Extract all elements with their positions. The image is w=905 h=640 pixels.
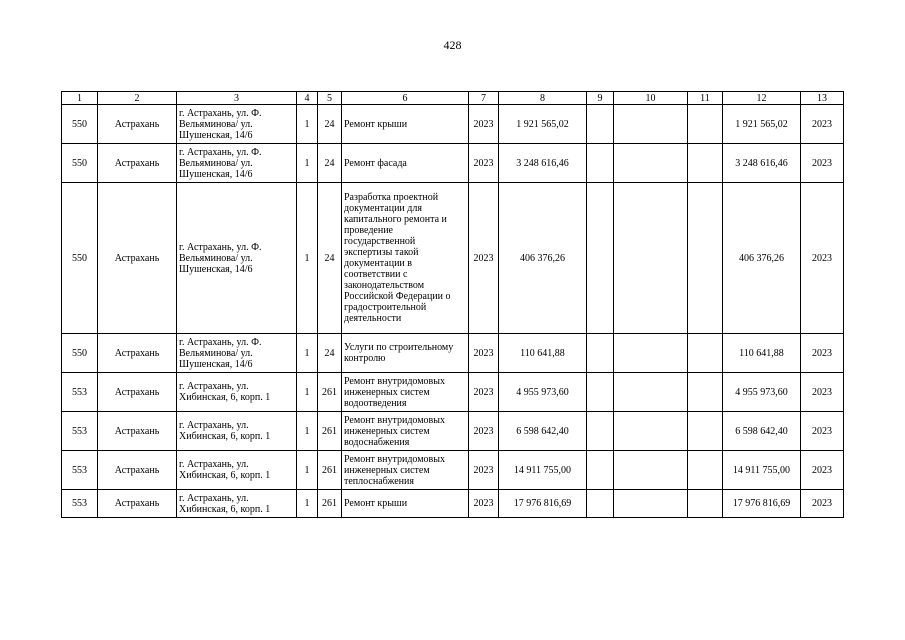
cell-col-12: 4 955 973,60 <box>723 373 801 412</box>
column-number-cell: 3 <box>177 92 297 105</box>
column-number-row <box>62 92 844 105</box>
cell-col-7: 2023 <box>469 144 499 183</box>
column-number-cell: 9 <box>587 92 614 105</box>
cell-col-2: Астрахань <box>98 105 177 144</box>
cell-col-1: 550 <box>62 144 98 183</box>
cell-col-8: 1 921 565,02 <box>499 105 587 144</box>
cell-col-9 <box>587 105 614 144</box>
cell-col-7: 2023 <box>469 373 499 412</box>
cell-col-4: 1 <box>297 105 318 144</box>
cell-col-11 <box>688 373 723 412</box>
cell-col-13: 2023 <box>801 412 844 451</box>
cell-col-13: 2023 <box>801 183 844 334</box>
table-row <box>62 183 844 334</box>
column-number-cell: 5 <box>318 92 342 105</box>
cell-col-6: Ремонт внутридомовых инженерных систем водоснабжения <box>342 412 469 451</box>
cell-col-8: 110 641,88 <box>499 334 587 373</box>
column-number-cell: 8 <box>499 92 587 105</box>
cell-col-6: Ремонт фасада <box>342 144 469 183</box>
cell-col-13: 2023 <box>801 373 844 412</box>
cell-col-12: 3 248 616,46 <box>723 144 801 183</box>
cell-col-3: г. Астрахань, ул. Хибинская, 6, корп. 1 <box>177 373 297 412</box>
cell-col-2: Астрахань <box>98 373 177 412</box>
cell-col-9 <box>587 412 614 451</box>
cell-col-4: 1 <box>297 144 318 183</box>
cell-col-2: Астрахань <box>98 490 177 518</box>
cell-col-3: г. Астрахань, ул. Ф. Вельяминова/ ул. Шушенская, 14/6 <box>177 183 297 334</box>
cell-col-6: Услуги по строительному контролю <box>342 334 469 373</box>
cell-col-11 <box>688 451 723 490</box>
cell-col-5: 261 <box>318 373 342 412</box>
cell-col-7: 2023 <box>469 105 499 144</box>
cell-col-9 <box>587 451 614 490</box>
cell-col-12: 14 911 755,00 <box>723 451 801 490</box>
table-row <box>62 144 844 183</box>
cell-col-10 <box>614 451 688 490</box>
cell-col-1: 550 <box>62 183 98 334</box>
column-number-cell: 7 <box>469 92 499 105</box>
cell-col-10 <box>614 105 688 144</box>
cell-col-7: 2023 <box>469 451 499 490</box>
cell-col-6: Ремонт крыши <box>342 490 469 518</box>
cell-col-5: 24 <box>318 144 342 183</box>
cell-col-8: 4 955 973,60 <box>499 373 587 412</box>
column-number-cell: 6 <box>342 92 469 105</box>
cell-col-12: 110 641,88 <box>723 334 801 373</box>
cell-col-6: Ремонт внутридомовых инженерных систем водоотведения <box>342 373 469 412</box>
cell-col-10 <box>614 183 688 334</box>
cell-col-6: Ремонт внутридомовых инженерных систем теплоснабжения <box>342 451 469 490</box>
cell-col-9 <box>587 373 614 412</box>
cell-col-5: 24 <box>318 105 342 144</box>
cell-col-10 <box>614 490 688 518</box>
table-row <box>62 451 844 490</box>
cell-col-3: г. Астрахань, ул. Хибинская, 6, корп. 1 <box>177 490 297 518</box>
register-table <box>61 91 844 518</box>
cell-col-5: 261 <box>318 412 342 451</box>
cell-col-11 <box>688 490 723 518</box>
cell-col-2: Астрахань <box>98 334 177 373</box>
cell-col-3: г. Астрахань, ул. Ф. Вельяминова/ ул. Шушенская, 14/6 <box>177 144 297 183</box>
table-row <box>62 373 844 412</box>
table-body <box>62 92 844 518</box>
cell-col-9 <box>587 490 614 518</box>
table-row <box>62 105 844 144</box>
cell-col-2: Астрахань <box>98 183 177 334</box>
cell-col-11 <box>688 183 723 334</box>
cell-col-2: Астрахань <box>98 144 177 183</box>
table-row <box>62 412 844 451</box>
cell-col-11 <box>688 412 723 451</box>
cell-col-2: Астрахань <box>98 412 177 451</box>
cell-col-8: 14 911 755,00 <box>499 451 587 490</box>
cell-col-6: Разработка проектной документации для капитального ремонта и проведение государственной экспертизы такой документации в соответствии с законодательством Российской Федерации о градостроительной деятельности <box>342 183 469 334</box>
table-row <box>62 490 844 518</box>
cell-col-5: 24 <box>318 334 342 373</box>
column-number-cell: 2 <box>98 92 177 105</box>
column-number-cell: 13 <box>801 92 844 105</box>
cell-col-11 <box>688 144 723 183</box>
cell-col-1: 553 <box>62 373 98 412</box>
cell-col-10 <box>614 373 688 412</box>
cell-col-4: 1 <box>297 373 318 412</box>
cell-col-5: 261 <box>318 490 342 518</box>
cell-col-13: 2023 <box>801 334 844 373</box>
cell-col-6: Ремонт крыши <box>342 105 469 144</box>
table-row <box>62 334 844 373</box>
cell-col-4: 1 <box>297 451 318 490</box>
cell-col-7: 2023 <box>469 490 499 518</box>
cell-col-8: 6 598 642,40 <box>499 412 587 451</box>
cell-col-12: 1 921 565,02 <box>723 105 801 144</box>
cell-col-12: 406 376,26 <box>723 183 801 334</box>
cell-col-7: 2023 <box>469 412 499 451</box>
page-number: 428 <box>443 38 462 52</box>
cell-col-1: 553 <box>62 412 98 451</box>
cell-col-9 <box>587 183 614 334</box>
cell-col-8: 3 248 616,46 <box>499 144 587 183</box>
cell-col-9 <box>587 144 614 183</box>
column-number-cell: 12 <box>723 92 801 105</box>
cell-col-7: 2023 <box>469 334 499 373</box>
cell-col-11 <box>688 334 723 373</box>
cell-col-13: 2023 <box>801 451 844 490</box>
cell-col-4: 1 <box>297 490 318 518</box>
cell-col-1: 550 <box>62 105 98 144</box>
cell-col-9 <box>587 334 614 373</box>
cell-col-1: 550 <box>62 334 98 373</box>
column-number-cell: 4 <box>297 92 318 105</box>
cell-col-8: 406 376,26 <box>499 183 587 334</box>
cell-col-8: 17 976 816,69 <box>499 490 587 518</box>
cell-col-11 <box>688 105 723 144</box>
cell-col-3: г. Астрахань, ул. Хибинская, 6, корп. 1 <box>177 451 297 490</box>
cell-col-3: г. Астрахань, ул. Ф. Вельяминова/ ул. Шушенская, 14/6 <box>177 105 297 144</box>
column-number-cell: 1 <box>62 92 98 105</box>
cell-col-13: 2023 <box>801 490 844 518</box>
cell-col-13: 2023 <box>801 105 844 144</box>
column-number-cell: 11 <box>688 92 723 105</box>
cell-col-1: 553 <box>62 451 98 490</box>
column-number-cell: 10 <box>614 92 688 105</box>
cell-col-12: 17 976 816,69 <box>723 490 801 518</box>
cell-col-3: г. Астрахань, ул. Хибинская, 6, корп. 1 <box>177 412 297 451</box>
cell-col-10 <box>614 334 688 373</box>
cell-col-13: 2023 <box>801 144 844 183</box>
cell-col-4: 1 <box>297 412 318 451</box>
cell-col-12: 6 598 642,40 <box>723 412 801 451</box>
cell-col-5: 24 <box>318 183 342 334</box>
cell-col-5: 261 <box>318 451 342 490</box>
cell-col-4: 1 <box>297 334 318 373</box>
cell-col-1: 553 <box>62 490 98 518</box>
cell-col-10 <box>614 412 688 451</box>
cell-col-2: Астрахань <box>98 451 177 490</box>
cell-col-7: 2023 <box>469 183 499 334</box>
cell-col-3: г. Астрахань, ул. Ф. Вельяминова/ ул. Шушенская, 14/6 <box>177 334 297 373</box>
cell-col-4: 1 <box>297 183 318 334</box>
cell-col-10 <box>614 144 688 183</box>
